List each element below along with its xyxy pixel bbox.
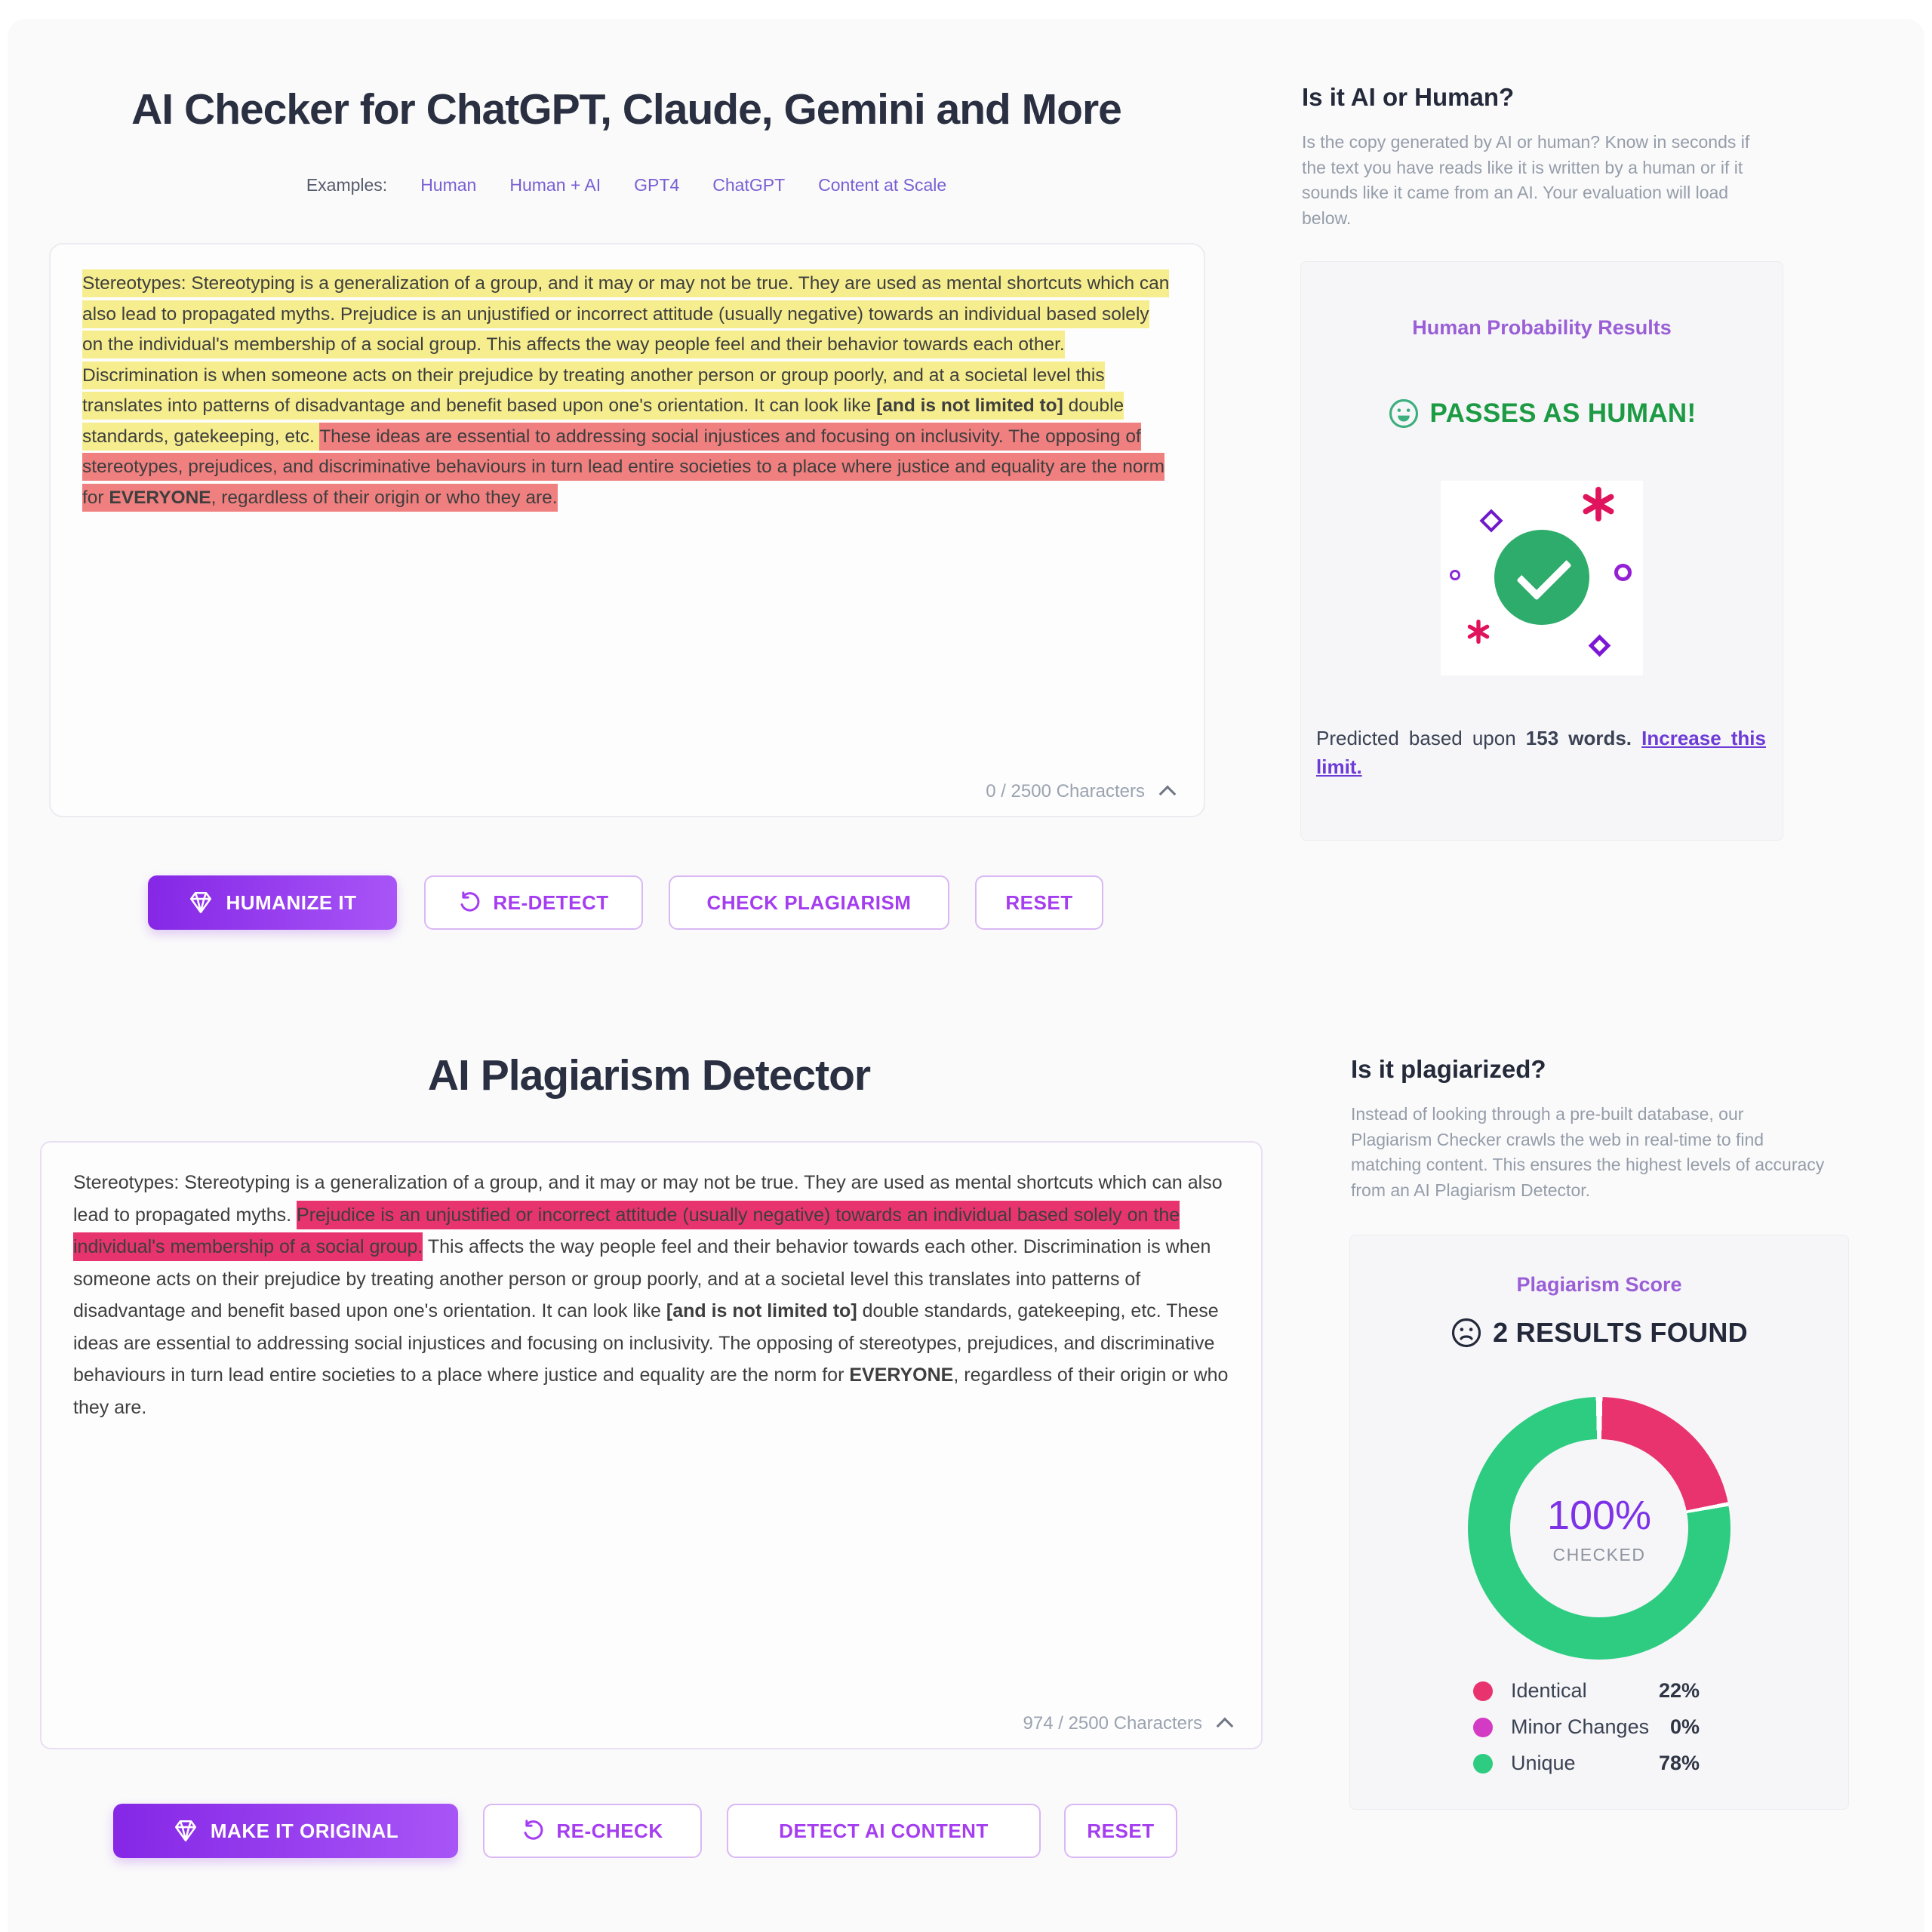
refresh-icon: [458, 891, 481, 914]
human-probability-card: [1300, 261, 1783, 841]
diamond-decoration-icon: [1479, 509, 1503, 532]
reset-label: RESET: [1087, 1819, 1155, 1842]
donut-percentage: 100%: [1546, 1492, 1652, 1538]
ai-or-human-heading: Is it AI or Human?: [1302, 83, 1515, 111]
legend-value: 0%: [1669, 1715, 1700, 1738]
text-segment: , regardless of their origin or who they are.: [73, 1364, 1229, 1418]
humanize-it-label: HUMANIZE IT: [226, 891, 357, 914]
character-counter: [986, 781, 1174, 802]
plagiarized-heading: Is it plagiarized?: [1351, 1055, 1546, 1083]
reset-button-plagiarism[interactable]: [1064, 1804, 1177, 1858]
detect-ai-content-button[interactable]: [727, 1804, 1041, 1858]
reset-button-ai-checker[interactable]: [975, 875, 1103, 930]
text-segment: Stereotypes: Stereotyping is a generalization of a group, and it may or may not be true. They are used as mental shortcuts which can also lead to propagated myths. Prejudice is an unjustified or incorrect attitude (usually negative) towards an individual based solely on the individual's membership of a social group. This affects the way people feel and their behavior towards each other. Discrimination is when someone acts on their prejudice by treating another person or group poorly, and at a societal level this translates into patterns of disadvantage and benefit based upon one's orientation. It can look like: [82, 269, 1169, 420]
frown-face-icon: [1451, 1317, 1482, 1349]
ring-decoration-icon: [1614, 564, 1632, 581]
example-link-content-at-scale[interactable]: Content at Scale: [818, 175, 947, 195]
text-segment: EVERYONE: [849, 1364, 954, 1386]
example-link-chatgpt[interactable]: ChatGPT: [712, 175, 786, 195]
plagiarism-detector-title: AI Plagiarism Detector: [427, 1051, 871, 1100]
make-it-original-button[interactable]: [113, 1804, 458, 1858]
ai-or-human-description: Is the copy generated by AI or human? Know in seconds if the text you have reads like it is written by a human or if it sounds like it came from an AI. Your evaluation will load below.: [1302, 132, 1750, 228]
plagiarism-legend: [1473, 1679, 1700, 1775]
asterisk-decoration-icon: [1581, 487, 1616, 521]
plagiarized-description: Instead of looking through a pre-built database, our Plagiarism Checker crawls the web in real-time to find matching content. This ensures the highest levels of accuracy from an AI Plagiarism Detector.: [1351, 1104, 1825, 1200]
text-segment: EVERYONE: [109, 484, 211, 512]
gem-icon: [188, 890, 214, 915]
chevron-up-icon[interactable]: [1159, 786, 1177, 803]
plagiarism-score-card: [1349, 1235, 1849, 1810]
predicted-prefix: Predicted based upon: [1316, 727, 1526, 749]
gem-icon: [173, 1818, 198, 1844]
text-segment: Prejudice is an unjustified or incorrect attitude (usually negative) towards an individual based solely on the individual's membership of a social group.: [73, 1201, 1180, 1262]
legend-row-identical: [1473, 1679, 1700, 1703]
make-it-original-label: MAKE IT ORIGINAL: [210, 1819, 399, 1842]
text-segment: double standards, gatekeeping, etc.: [82, 392, 1124, 451]
legend-label: Identical: [1511, 1679, 1587, 1702]
example-link-human-ai[interactable]: Human + AI: [509, 175, 601, 195]
text-segment: [and is not limited to]: [666, 1300, 857, 1321]
examples-label: Examples:: [306, 175, 388, 195]
plagiarism-score-title: Plagiarism Score: [1516, 1273, 1682, 1296]
diamond-decoration-icon: [1589, 635, 1611, 657]
examples-row: [75, 175, 1177, 195]
human-check-artwork: [1441, 481, 1643, 675]
asterisk-decoration-icon: [1466, 620, 1491, 644]
legend-label: Minor Changes: [1511, 1715, 1650, 1738]
legend-value: 22%: [1658, 1679, 1700, 1702]
smiley-face-icon: [1388, 398, 1420, 429]
human-result-row: [1301, 398, 1783, 429]
unique-dot-icon: [1473, 1754, 1493, 1774]
predicted-word-count: 153 words.: [1525, 727, 1632, 749]
example-link-human[interactable]: Human: [420, 175, 477, 195]
reset-label: RESET: [1005, 891, 1073, 914]
check-plagiarism-label: CHECK PLAGIARISM: [706, 891, 912, 914]
text-segment: This affects the way people feel and their behavior towards each other. Discrimination is when someone acts on their prejudice by treating another person or group poorly, and at a societal level this translates into patterns of disadvantage and benefit based upon one's orientation. It can look like: [73, 1236, 1211, 1321]
chevron-up-icon[interactable]: [1217, 1718, 1234, 1735]
legend-label: Unique: [1511, 1752, 1576, 1774]
passes-as-human-text: PASSES AS HUMAN!: [1429, 398, 1697, 428]
example-link-gpt4[interactable]: GPT4: [634, 175, 680, 195]
predicted-words-text: [1316, 724, 1766, 781]
legend-row-minor-changes: [1473, 1715, 1700, 1739]
text-segment: [and is not limited to]: [876, 392, 1063, 420]
identical-dot-icon: [1473, 1681, 1493, 1701]
text-segment: These ideas are essential to addressing social injustices and focusing on inclusivity. The opposing of stereotypes, prejudices, and discriminative behaviours in turn lead entire societies to a place where justice and equality are the norm for: [82, 423, 1164, 512]
plagiarism-donut: [1468, 1397, 1730, 1660]
donut-center: [1510, 1439, 1688, 1617]
results-found-text: 2 RESULTS FOUND: [1493, 1317, 1748, 1348]
legend-row-unique: [1473, 1752, 1700, 1775]
ai-checker-highlighted-text[interactable]: [82, 269, 1172, 513]
detect-ai-content-label: DETECT AI CONTENT: [779, 1819, 989, 1842]
ai-checker-text-editor[interactable]: [49, 243, 1205, 817]
text-segment: Stereotypes: Stereotyping is a generalization of a group, and it may or may not be true. They are used as mental shortcuts which can also lead to propagated myths.: [73, 1172, 1223, 1226]
text-segment: , regardless of their origin or who they are.: [211, 484, 558, 512]
plagiarism-highlighted-text[interactable]: [73, 1167, 1229, 1423]
dot-decoration-icon: [1450, 570, 1460, 580]
minor-changes-dot-icon: [1473, 1718, 1493, 1737]
re-check-label: RE-CHECK: [556, 1819, 663, 1842]
check-circle-icon: [1494, 530, 1589, 625]
character-counter: [1023, 1713, 1231, 1734]
re-detect-button[interactable]: [424, 875, 643, 930]
humanize-it-button[interactable]: [148, 875, 397, 930]
refresh-icon: [521, 1820, 544, 1842]
plagiarism-text-editor[interactable]: [40, 1141, 1263, 1749]
legend-value: 78%: [1658, 1752, 1700, 1774]
character-count-text: 0 / 2500 Characters: [986, 781, 1145, 801]
text-segment: double standards, gatekeeping, etc. These ideas are essential to addressing social injustices and focusing on inclusivity. The opposing of stereotypes, prejudices, and discriminative behaviours in turn lead entire societies to a place where justice and equality are the norm for: [73, 1300, 1219, 1386]
check-plagiarism-button[interactable]: [669, 875, 949, 930]
re-check-button[interactable]: [483, 1804, 702, 1858]
character-count-text: 974 / 2500 Characters: [1023, 1713, 1202, 1734]
increase-limit-link[interactable]: Increase this limit.: [1316, 727, 1766, 778]
re-detect-label: RE-DETECT: [493, 891, 609, 914]
human-probability-title: Human Probability Results: [1412, 316, 1672, 339]
donut-caption: CHECKED: [1552, 1544, 1646, 1564]
ai-checker-title: AI Checker for ChatGPT, Claude, Gemini and More: [131, 85, 1121, 134]
plagiarism-result-row: [1350, 1317, 1848, 1349]
